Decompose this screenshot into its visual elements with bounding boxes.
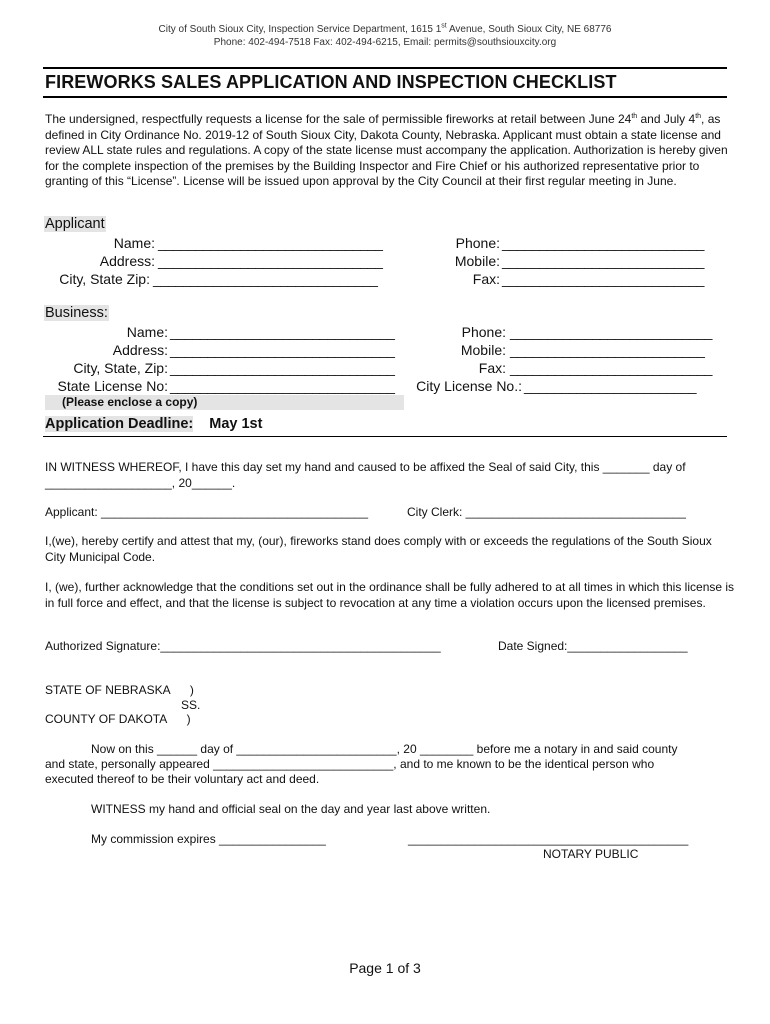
ss-label: SS. [181, 698, 201, 712]
witness-line-2: ___________________, 20______. [45, 476, 236, 490]
date-signed-line[interactable]: Date Signed:__________________ [498, 639, 688, 653]
applicant-fax-label: Fax: [472, 271, 500, 287]
notary-line-1: Now on this ______ day of ________________________, 20 ________ before me a notary in and said county [91, 742, 678, 756]
business-city-field[interactable]: ______________________________ [170, 360, 395, 376]
page-title: FIREWORKS SALES APPLICATION AND INSPECTION CHECKLIST [45, 72, 617, 92]
applicant-name-field[interactable]: ______________________________ [158, 235, 383, 251]
business-name-field[interactable]: ______________________________ [170, 324, 395, 340]
deadline-label: Application Deadline: [45, 416, 194, 432]
notary-public-label: NOTARY PUBLIC [543, 847, 639, 861]
witness-line-1: IN WITNESS WHEREOF, I have this day set my hand and caused to be affixed the Seal of said City, this _______ day of [45, 460, 686, 474]
notary-line-3: executed thereof to be their voluntary act and deed. [45, 772, 320, 786]
title-bottom-rule [43, 96, 727, 98]
county-of-dakota: COUNTY OF DAKOTA ) [45, 712, 191, 726]
state-license-field[interactable]: ______________________________ [170, 378, 395, 394]
applicant-fax-field[interactable]: ___________________________ [502, 271, 705, 287]
header-contact: Phone: 402-494-7518 Fax: 402-494-6215, Email: permits@southsiouxcity.org [213, 37, 557, 48]
business-mobile-field[interactable]: __________________________ [510, 342, 705, 358]
header-address: City of South Sioux City, Inspection Service Department, 1615 1st Avenue, South Sioux City, NE 68776 [158, 22, 612, 35]
deadline-value: May 1st [209, 416, 263, 432]
business-fax-label: Fax: [478, 360, 506, 376]
business-phone-label: Phone: [461, 324, 506, 340]
applicant-city-field[interactable]: ______________________________ [153, 271, 378, 287]
city-clerk-signature-line[interactable]: City Clerk: _________________________________ [407, 505, 686, 519]
applicant-address-label: Address: [99, 253, 155, 269]
applicant-mobile-label: Mobile: [454, 253, 500, 269]
applicant-phone-label: Phone: [455, 235, 500, 251]
business-name-label: Name: [126, 324, 168, 340]
title-top-rule [43, 67, 727, 69]
page-number: Page 1 of 3 [349, 960, 421, 976]
notary-signature-line[interactable]: __________________________________________ [408, 832, 689, 846]
enclose-copy-note: (Please enclose a copy) [45, 395, 404, 410]
applicant-phone-field[interactable]: ___________________________ [502, 235, 705, 251]
application-deadline [45, 416, 262, 432]
notary-line-2: and state, personally appeared ___________________________, and to me known to be the identical person who [45, 757, 655, 771]
applicant-signature-line[interactable]: Applicant: ________________________________________ [45, 505, 368, 519]
deadline-rule [43, 436, 727, 437]
applicant-name-label: Name: [113, 235, 155, 251]
applicant-city-label: City, State Zip: [59, 271, 150, 287]
state-license-label: State License No: [57, 378, 168, 394]
business-city-label: City, State, Zip: [73, 360, 168, 376]
business-address-field[interactable]: ______________________________ [170, 342, 395, 358]
applicant-address-field[interactable]: ______________________________ [158, 253, 383, 269]
city-license-field[interactable]: _______________________ [524, 378, 697, 394]
commission-expires-line[interactable]: My commission expires ________________ [91, 832, 326, 846]
business-mobile-label: Mobile: [460, 342, 506, 358]
business-phone-field[interactable]: ___________________________ [510, 324, 713, 340]
business-section-label: Business: [45, 305, 108, 321]
city-license-label: City License No.: [416, 378, 522, 394]
witness-seal-line: WITNESS my hand and official seal on the day and year last above written. [91, 802, 491, 816]
certify-paragraph: I,(we), hereby certify and attest that my, (our), fireworks stand does comply with or exceeds the regulations of the South Sioux City Municipal Code. [45, 534, 712, 564]
business-address-label: Address: [112, 342, 168, 358]
state-of-nebraska: STATE OF NEBRASKA ) [45, 683, 194, 697]
business-fax-field[interactable]: ___________________________ [510, 360, 713, 376]
intro-paragraph: The undersigned, respectfully requests a license for the sale of permissible fireworks at retail between June 24th and July 4th, as defined in City Ordinance No. 2019-12 of South Sioux City, Dakota County, Nebraska. Applicant must obtain a state license and review ALL state rules and regulations. A copy of the state license must accompany the application. Authorization is hereby given for the complete inspection of the premises by the Building Inspector and Fire Chief or his authorized representative prior to granting of this “License”. License will be issued upon approval by the City Council at their first regular meeting in June. [45, 112, 728, 188]
applicant-section-label: Applicant [45, 216, 105, 232]
applicant-mobile-field[interactable]: ___________________________ [502, 253, 705, 269]
acknowledge-paragraph: I, (we), further acknowledge that the conditions set out in the ordinance shall be fully adhered to at all times in which this license is in full force and effect, and that the license is subject to revocation at any time a violation occurs upon the licensed premises. [45, 580, 735, 610]
authorized-signature-line[interactable]: Authorized Signature:__________________________________________ [45, 639, 441, 653]
